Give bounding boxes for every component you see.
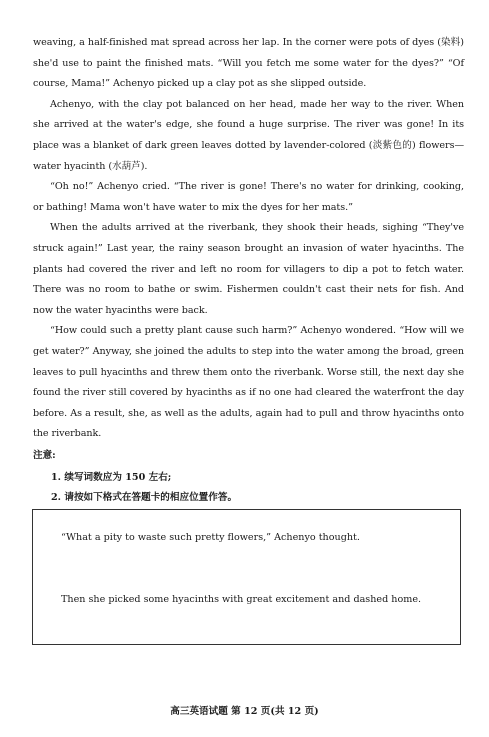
notes-title: 注意: [33,450,56,461]
story-paragraph-2: Achenyo, with the clay pot balanced on her head, made her way to the river. When she arrived at the water's edge, she found a huge surprise. The river was gone! In its place was a blanket of dark green leaves dotted by lavender-colored (淡紫色的) flowers—water hyacinth (水葫芦). [33,98,464,172]
story-text [33,33,464,445]
answer-box [32,509,461,645]
paragraph-starter-2: Then she picked some hyacinths with great excitement and dashed home. [61,594,422,605]
note-item-word-count: 1. 续写词数应为 150 左右; [51,472,172,483]
note-item-answer-format: 2. 请按如下格式在答题卡的相应位置作答。 [51,492,238,503]
page-footer: 高三英语试题 第 12 页(共 12 页) [170,706,319,717]
story-paragraph-3: “Oh no!” Achenyo cried. “The river is gone! There's no water for drinking, cooking, or bathing! Mama won't have water to mix the dyes for her mats.” [33,181,464,213]
story-paragraph-5: “How could such a pretty plant cause such harm?” Achenyo wondered. “How will we get water?” Anyway, she joined the adults to step into the water among the broad, green leaves to pull hyacinths and threw them onto the riverbank. Worse still, the next day she found the river still covered by hyacinths as if no one had cleared the waterfront the day before. As a result, she, as well as the adults, again had to pull and throw hyacinths onto the riverbank. [33,325,464,440]
story-paragraph-1: weaving, a half-finished mat spread across her lap. In the corner were pots of dyes (染料) she'd use to paint the finished mats. “Will you fetch me some water for the dyes?” “Of course, Mama!” Achenyo picked up a clay pot as she slipped outside. [33,37,464,90]
paragraph-starter-1: “What a pity to waste such pretty flowers,” Achenyo thought. [61,532,360,543]
story-paragraph-4: When the adults arrived at the riverbank, they shook their heads, sighing “They've struck again!” Last year, the rainy season brought an invasion of water hyacinths. The plants had covered the river and left no room for villagers to dip a pot to fetch water. There was no room to bathe or swim. Fishermen couldn't cast their nets for fish. And now the water hyacinths were back. [33,222,464,316]
